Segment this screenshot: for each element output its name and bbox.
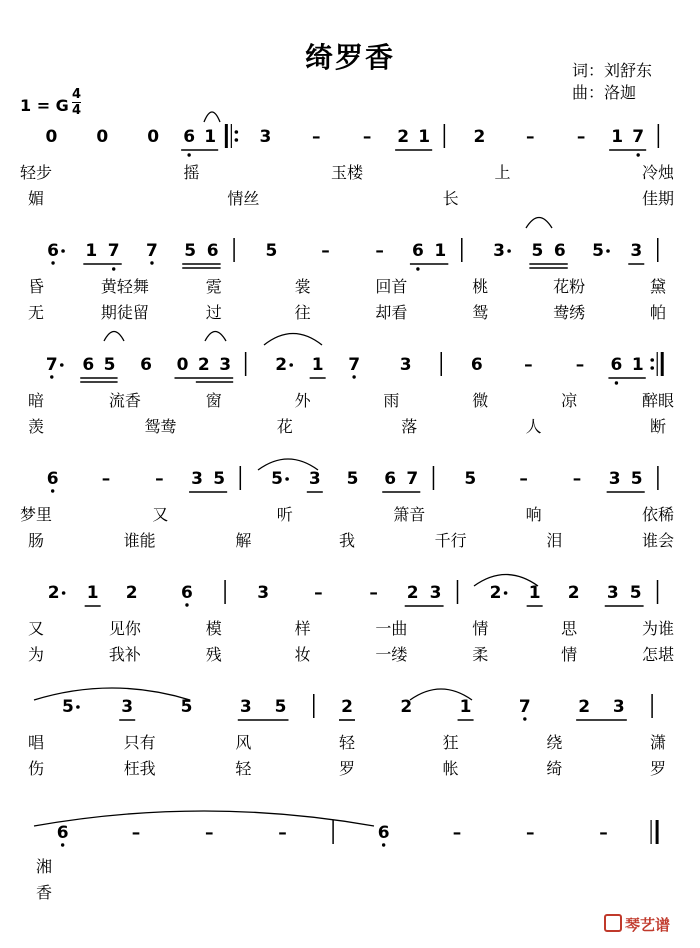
lyric-text: 微 xyxy=(472,391,489,410)
note: 2 xyxy=(47,583,60,603)
note: 5 xyxy=(271,469,284,489)
lyric-text: 罗 xyxy=(338,759,356,778)
note: 6 xyxy=(56,823,69,843)
lyric-text: 怎堪 xyxy=(641,645,675,664)
lyric-text: 桃 xyxy=(472,277,489,296)
slur-arc xyxy=(264,334,322,346)
time-signature-top: 4 xyxy=(72,87,82,102)
music-logo-icon xyxy=(604,914,622,932)
lyric-text: 冷烛 xyxy=(641,163,675,182)
lyric-text: 轻 xyxy=(235,759,252,778)
brand-logo xyxy=(604,914,670,935)
dash-note: – xyxy=(321,241,330,261)
lyric-text: 轻 xyxy=(338,733,356,752)
lyric-text: 梦里 xyxy=(19,505,53,524)
note: 6 xyxy=(411,241,424,261)
note: 6 xyxy=(46,469,59,489)
lyric-text: 花粉 xyxy=(553,277,586,296)
brand-name: 琴艺谱 xyxy=(625,916,671,934)
lyric-text: 风 xyxy=(235,733,252,752)
lyric-text: 长 xyxy=(442,189,459,208)
lyric-text: 我 xyxy=(338,531,356,550)
note: 2 xyxy=(406,583,419,603)
note: 5 xyxy=(531,241,544,261)
low-octave-dot xyxy=(523,717,526,720)
note: 5 xyxy=(274,697,287,717)
note: 5 xyxy=(213,469,226,489)
note: 2 xyxy=(341,697,353,717)
lyricist-credit: 词：刘舒东 xyxy=(572,61,653,80)
lyric-text: 却看 xyxy=(375,303,408,322)
note: 5 xyxy=(103,355,116,375)
lyric-text: 听 xyxy=(276,505,293,524)
dash-note: – xyxy=(526,127,535,147)
note: 5 xyxy=(630,469,643,489)
dash-note: – xyxy=(312,127,321,147)
dash-note: – xyxy=(131,823,141,843)
note: 1 xyxy=(528,583,541,603)
note: 3 xyxy=(257,583,270,603)
note: 5 xyxy=(592,241,604,261)
note: 5 xyxy=(62,697,74,717)
lyric-text: 帐 xyxy=(442,759,459,778)
note: 7 xyxy=(107,241,120,261)
lyric-text: 绕 xyxy=(546,733,563,752)
slur-arc xyxy=(34,688,190,700)
lyric-text: 外 xyxy=(294,391,311,410)
lyric-text: 谁会 xyxy=(641,531,675,550)
slur-arc xyxy=(204,112,220,122)
dash-note: – xyxy=(452,823,462,843)
lyric-text: 一曲 xyxy=(375,619,408,638)
lyric-text: 又 xyxy=(152,505,169,524)
augmentation-dot xyxy=(76,705,80,709)
key-signature: 1 = G xyxy=(20,96,69,115)
lyric-text: 一缕 xyxy=(375,645,408,664)
note: 7 xyxy=(632,127,645,147)
lyric-text: 情 xyxy=(561,645,578,664)
repeat-dot xyxy=(235,138,239,142)
lyric-text: 只有 xyxy=(123,733,156,752)
note: 3 xyxy=(612,697,625,717)
dash-note: – xyxy=(204,823,214,843)
composer-credit: 曲：洛迦 xyxy=(572,83,637,102)
note: 3 xyxy=(121,697,134,717)
slur-arc xyxy=(104,332,124,342)
note: 7 xyxy=(348,355,361,375)
note: 6 xyxy=(610,355,623,375)
augmentation-dot xyxy=(606,249,610,253)
note: 2 xyxy=(397,127,410,147)
augmentation-dot xyxy=(61,249,65,253)
lyric-text: 鸳 xyxy=(472,303,489,322)
lyric-text: 期徒留 xyxy=(100,303,149,322)
lyric-text: 黛 xyxy=(649,277,667,296)
lyric-text: 模 xyxy=(205,619,222,638)
note: 6 xyxy=(470,355,483,375)
note: 1 xyxy=(85,241,98,261)
time-signature-bottom: 4 xyxy=(72,103,82,118)
note: 7 xyxy=(45,355,58,375)
lyric-text: 过 xyxy=(205,303,222,322)
dash-note: – xyxy=(599,823,608,843)
dash-note: – xyxy=(576,127,586,147)
low-octave-dot xyxy=(187,153,190,156)
lyric-text: 柔 xyxy=(472,645,489,664)
lyric-text: 情 xyxy=(472,619,489,638)
low-octave-dot xyxy=(61,843,64,846)
lyric-text: 上 xyxy=(494,163,511,182)
low-octave-dot xyxy=(50,375,53,378)
lyric-text: 雨 xyxy=(383,391,400,410)
note: 6 xyxy=(47,241,59,261)
dash-note: – xyxy=(524,355,533,375)
lyric-text: 我补 xyxy=(108,645,141,664)
lyric-text: 箫音 xyxy=(393,505,426,524)
lyric-text: 妆 xyxy=(294,645,311,664)
low-octave-dot xyxy=(382,843,385,846)
repeat-dot xyxy=(650,366,654,370)
lyric-text: 狂 xyxy=(442,733,459,752)
note: 7 xyxy=(518,697,531,717)
low-octave-dot xyxy=(615,381,618,384)
note: 1 xyxy=(631,355,644,375)
note: 1 xyxy=(611,127,624,147)
lyric-text: 醉眼 xyxy=(641,391,675,410)
lyric-text: 绮 xyxy=(546,759,563,778)
dash-note: – xyxy=(375,241,384,261)
lyric-text: 流香 xyxy=(108,391,141,410)
lyric-text: 裳 xyxy=(294,277,311,296)
note: 6 xyxy=(377,823,390,843)
dash-note: – xyxy=(525,823,535,843)
note: 7 xyxy=(406,469,419,489)
lyric-text: 鸳鸯 xyxy=(144,417,177,436)
dash-note: – xyxy=(572,469,582,489)
note: 2 xyxy=(473,127,486,147)
lyric-text: 窗 xyxy=(205,391,222,410)
lyric-text: 断 xyxy=(649,417,667,436)
low-octave-dot xyxy=(51,261,54,264)
note: 6 xyxy=(553,241,566,261)
lyric-text: 帕 xyxy=(649,303,667,322)
note: 2 xyxy=(489,583,502,603)
slur-arc xyxy=(526,218,552,229)
lyric-text: 罗 xyxy=(649,759,667,778)
augmentation-dot xyxy=(289,363,293,367)
note: 6 xyxy=(140,355,152,375)
dash-note: – xyxy=(155,469,164,489)
lyric-text: 霓 xyxy=(205,277,222,296)
lyric-text: 羡 xyxy=(27,417,45,436)
lyric-text: 响 xyxy=(525,505,542,524)
note: 2 xyxy=(275,355,288,375)
lyric-text: 无 xyxy=(27,303,45,322)
low-octave-dot xyxy=(416,267,419,270)
lyric-text: 花 xyxy=(276,417,293,436)
note: 3 xyxy=(308,469,321,489)
note: 3 xyxy=(399,355,412,375)
note: 5 xyxy=(180,697,193,717)
lyric-text: 佳期 xyxy=(641,189,675,208)
note: 3 xyxy=(493,241,506,261)
note: 3 xyxy=(606,583,619,603)
lyric-text: 鸯绣 xyxy=(553,303,586,322)
lyric-text: 解 xyxy=(235,531,252,550)
lyric-text: 潇 xyxy=(649,733,667,752)
note: 5 xyxy=(346,469,359,489)
lyric-text: 泪 xyxy=(546,531,563,550)
low-octave-dot xyxy=(352,375,355,378)
lyric-text: 黄轻舞 xyxy=(100,277,149,296)
lyric-text: 又 xyxy=(27,619,45,638)
lyric-text: 昏 xyxy=(27,277,45,296)
note: 3 xyxy=(608,469,621,489)
note: 0 xyxy=(96,127,109,147)
lyric-text: 回首 xyxy=(375,277,408,296)
lyric-text: 唱 xyxy=(27,733,45,752)
note: 1 xyxy=(434,241,447,261)
note: 5 xyxy=(184,241,197,261)
note: 0 xyxy=(45,127,58,147)
lyric-text: 暗 xyxy=(27,391,45,410)
lyric-text: 湘 xyxy=(36,857,53,876)
note: 6 xyxy=(181,583,193,603)
lyric-text: 玉楼 xyxy=(330,163,364,182)
low-octave-dot xyxy=(185,603,188,606)
note: 3 xyxy=(259,127,272,147)
lyric-text: 为 xyxy=(27,645,45,664)
dash-note: – xyxy=(519,469,528,489)
note: 0 xyxy=(176,355,189,375)
note: 2 xyxy=(578,697,591,717)
note: 2 xyxy=(197,355,210,375)
note: 5 xyxy=(629,583,642,603)
dash-note: – xyxy=(369,583,378,603)
lyric-text: 残 xyxy=(205,645,222,664)
note: 3 xyxy=(219,355,232,375)
note: 6 xyxy=(384,469,397,489)
lyric-text: 香 xyxy=(36,883,53,902)
note: 3 xyxy=(630,241,643,261)
low-octave-dot xyxy=(150,261,153,264)
low-octave-dot xyxy=(636,153,639,156)
dash-note: – xyxy=(314,583,323,603)
note: 6 xyxy=(82,355,95,375)
note: 2 xyxy=(125,583,138,603)
note: 6 xyxy=(206,241,219,261)
lyric-text: 谁能 xyxy=(123,531,156,550)
lyric-text: 样 xyxy=(294,619,311,638)
repeat-dot xyxy=(650,358,654,362)
note: 5 xyxy=(464,469,477,489)
note: 1 xyxy=(418,127,431,147)
note: 0 xyxy=(147,127,160,147)
note: 7 xyxy=(146,241,158,261)
note: 3 xyxy=(429,583,442,603)
lyric-text: 千行 xyxy=(434,531,467,550)
note: 2 xyxy=(567,583,580,603)
lyric-text: 情丝 xyxy=(227,189,260,208)
song-title: 绮罗香 xyxy=(304,41,395,74)
lyric-text: 肠 xyxy=(27,531,45,550)
note: 2 xyxy=(400,697,413,717)
augmentation-dot xyxy=(504,591,508,595)
lyric-text: 依稀 xyxy=(641,505,675,524)
augmentation-dot xyxy=(60,363,64,367)
note: 1 xyxy=(86,583,99,603)
augmentation-dot xyxy=(285,477,289,481)
lyric-text: 轻步 xyxy=(19,163,53,182)
repeat-dot xyxy=(235,130,239,134)
lyric-text: 摇 xyxy=(183,163,200,182)
dash-note: – xyxy=(278,823,287,843)
slur-arc xyxy=(205,332,226,342)
augmentation-dot xyxy=(62,591,66,595)
note: 1 xyxy=(311,355,324,375)
lyric-text: 为谁 xyxy=(641,619,675,638)
lyric-text: 落 xyxy=(401,417,418,436)
lyric-text: 枉我 xyxy=(123,759,156,778)
augmentation-dot xyxy=(507,249,511,253)
note: 3 xyxy=(239,697,252,717)
note: 5 xyxy=(265,241,278,261)
lyric-text: 媚 xyxy=(27,189,45,208)
lyric-text: 思 xyxy=(561,619,578,638)
note: 1 xyxy=(459,697,472,717)
dash-note: – xyxy=(101,469,111,489)
lyric-text: 往 xyxy=(294,303,311,322)
note: 3 xyxy=(191,469,203,489)
lyric-text: 人 xyxy=(525,417,542,436)
dash-note: – xyxy=(362,127,372,147)
lyric-text: 见你 xyxy=(108,619,141,638)
dash-note: – xyxy=(575,355,585,375)
note: 6 xyxy=(183,127,196,147)
low-octave-dot xyxy=(51,489,54,492)
lyric-text: 凉 xyxy=(561,391,578,410)
lyric-text: 伤 xyxy=(27,759,45,778)
note: 1 xyxy=(204,127,217,147)
low-octave-dot xyxy=(112,267,115,270)
